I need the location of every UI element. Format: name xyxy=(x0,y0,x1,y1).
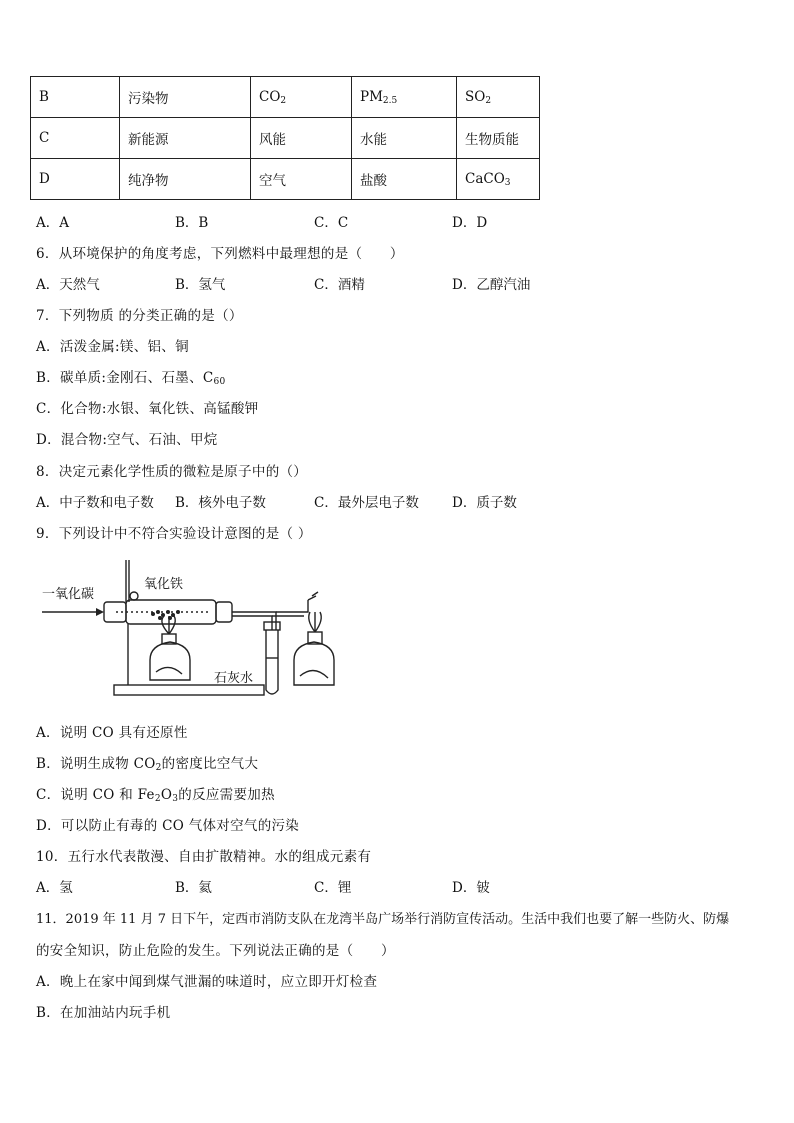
q6-option-d: D．乙醇汽油 xyxy=(452,277,531,293)
table-cell: 纯净物 xyxy=(120,159,251,200)
q6-option-b: B．氢气 xyxy=(175,277,226,293)
q10-option-a: A．氢 xyxy=(36,880,73,896)
classification-table xyxy=(30,76,540,200)
q7-stem: 7．下列物质 的分类正确的是（） xyxy=(36,308,243,324)
q5-option-c: C．C xyxy=(314,215,349,231)
table-row xyxy=(31,118,540,159)
q5-option-a: A．A xyxy=(36,215,69,231)
experiment-apparatus-figure xyxy=(38,550,358,705)
option-text: B．说明生成物 CO xyxy=(36,756,156,772)
q7-option-c: C．化合物:水银、氧化铁、高锰酸钾 xyxy=(36,401,259,417)
table-cell xyxy=(457,77,540,118)
q7-option-a: A．活泼金属:镁、铝、铜 xyxy=(36,339,189,355)
table-cell: 污染物 xyxy=(120,77,251,118)
q9-option-d: D．可以防止有毒的 CO 气体对空气的污染 xyxy=(36,818,300,834)
q8-option-c: C．最外层电子数 xyxy=(314,495,419,511)
q10-stem: 10．五行水代表散漫、自由扩散精神。水的组成元素有 xyxy=(36,849,372,865)
q9-option-c xyxy=(36,783,275,804)
option-sub: 2 xyxy=(155,763,162,773)
q8-stem: 8．决定元素化学性质的微粒是原子中的（） xyxy=(36,464,308,480)
label-limewater: 石灰水 xyxy=(214,671,254,686)
cell-sub: 2.5 xyxy=(382,95,398,106)
option-sub: 3 xyxy=(172,794,179,804)
table-cell: 盐酸 xyxy=(352,159,457,200)
table-cell: 空气 xyxy=(251,159,352,200)
cell-text: SO xyxy=(465,88,486,105)
q8-option-b: B．核外电子数 xyxy=(175,495,266,511)
option-sub: 60 xyxy=(213,377,226,387)
option-text: O xyxy=(160,787,173,803)
cell-sub: 2 xyxy=(280,95,287,106)
q8-option-d: D．质子数 xyxy=(452,495,517,511)
q5-option-d: D．D xyxy=(452,215,488,231)
option-text: 的密度比空气大 xyxy=(161,756,259,772)
table-cell: 新能源 xyxy=(120,118,251,159)
option-text: C．说明 CO 和 Fe xyxy=(36,787,155,803)
option-text: 的反应需要加热 xyxy=(178,787,275,803)
table-cell xyxy=(352,77,457,118)
q11-option-b: B．在加油站内玩手机 xyxy=(36,1005,171,1021)
table-cell: B xyxy=(31,77,120,118)
q8-option-a: A．中子数和电子数 xyxy=(36,495,154,511)
q10-option-b: B．氦 xyxy=(175,880,212,896)
cell-sub: 2 xyxy=(485,95,492,106)
table-cell: D xyxy=(31,159,120,200)
label-co: 一氧化碳 xyxy=(42,587,95,602)
q11-option-a: A．晚上在家中闻到煤气泄漏的味道时，应立即开灯检查 xyxy=(36,974,378,990)
table-cell: 风能 xyxy=(251,118,352,159)
table-cell xyxy=(251,77,352,118)
q6-option-c: C．酒精 xyxy=(314,277,365,293)
q9-option-b xyxy=(36,752,258,773)
table-row xyxy=(31,159,540,200)
q6-option-a: A．天然气 xyxy=(36,277,100,293)
q6-stem: 6．从环境保护的角度考虑，下列燃料中最理想的是（ ） xyxy=(36,246,404,262)
q7-option-d: D．混合物:空气、石油、甲烷 xyxy=(36,432,218,448)
table-cell: 水能 xyxy=(352,118,457,159)
q9-option-a: A．说明 CO 具有还原性 xyxy=(36,725,188,741)
q10-option-c: C．锂 xyxy=(314,880,352,896)
option-sub: 2 xyxy=(154,794,161,804)
q10-option-d: D．铍 xyxy=(452,880,490,896)
label-fe2o3: 氧化铁 xyxy=(144,577,184,592)
cell-text: PM xyxy=(360,88,383,105)
table-cell xyxy=(457,159,540,200)
cell-text: CaCO xyxy=(465,170,505,187)
q11-stem-line1: 11．2019 年 11 月 7 日下午，定西市消防支队在龙湾半岛广场举行消防宣传活动。生活中我们也要了解一些防火、防爆 xyxy=(36,912,730,927)
table-cell: 生物质能 xyxy=(457,118,540,159)
cell-sub: 3 xyxy=(504,177,511,188)
cell-text: CO xyxy=(259,88,281,105)
option-text: B．碳单质:金刚石、石墨、C xyxy=(36,370,214,386)
q7-option-b xyxy=(36,366,226,387)
q5-option-b: B．B xyxy=(175,215,209,231)
table-row xyxy=(31,77,540,118)
table-cell: C xyxy=(31,118,120,159)
q11-stem-line2: 的安全知识，防止危险的发生。下列说法正确的是（ ） xyxy=(36,943,395,959)
q9-stem: 9．下列设计中不符合实验设计意图的是（ ） xyxy=(36,526,312,542)
